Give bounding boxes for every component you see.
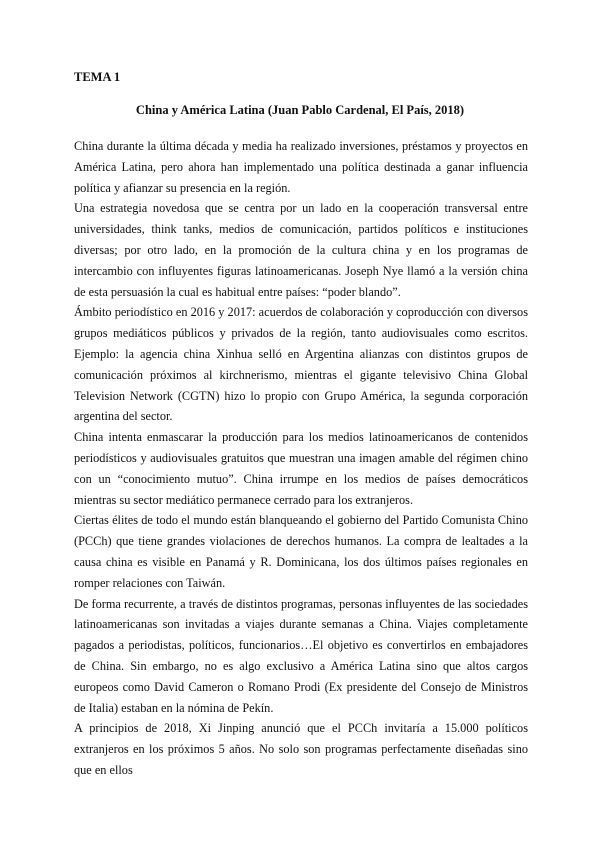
paragraph: Una estrategia novedosa que se centra por un lado en la cooperación transversal entre universidades, think tanks, medios de comunicación, partidos políticos e instituciones diversas; por otro lado, en la promoción de la cultura china y en los programas de intercambio con influyentes figuras latinoamericanas. Joseph Nye llamó a la versión china de esta persuasión la cual es habitual entre países: “poder blando”.	[74, 201, 528, 299]
paragraph: Ámbito periodístico en 2016 y 2017: acuerdos de colaboración y coproducción con diversos grupos mediáticos públicos y privados de la región, tanto audiovisuales como escritos. Ejemplo: la agencia china Xinhua selló en Argentina alianzas con distintos grupos de comunicación próximos al kirchnerismo, mientras el gigante televisivo China Global Television Network (CGTN) hizo lo propio con Grupo América, la segunda corporación argentina del sector.	[74, 305, 528, 424]
paragraph: China durante la última década y media ha realizado inversiones, préstamos y proyectos en América Latina, pero ahora han implementado una política destinada a ganar influencia política y afianzar su presencia en la región.	[74, 139, 528, 195]
paragraph: De forma recurrente, a través de distintos programas, personas influyentes de las sociedades latinoamericanas son invitadas a viajes durante semanas a China. Viajes completamente pagados a periodistas, políticos, funcionarios…El objetivo es convertirlos en embajadores de China. Sin embargo, no es algo exclusivo a América Latina sino que altos cargos europeos como David Cameron o Romano Prodi (Ex presidente del Consejo de Ministros de Italia) estaban en la nómina de Pekín.	[74, 596, 528, 715]
paragraph: A principios de 2018, Xi Jinping anunció que el PCCh invitaría a 15.000 políticos extranjeros en los próximos 5 años. No solo son programas perfectamente diseñadas sino que en ellos	[74, 721, 528, 777]
article-title: China y América Latina (Juan Pablo Cardenal, El País, 2018)	[135, 103, 465, 117]
paragraph: China intenta enmascarar la producción para los medios latinoamericanos de contenidos periodísticos y audiovisuales gratuitos que muestran una imagen amable del régimen chino con un “conocimiento mutuo”. China irrumpe en los medios de países democráticos mientras su sector mediático permanece cerrado para los extranjeros.	[74, 430, 528, 507]
section-heading: TEMA 1	[74, 70, 121, 84]
article-body	[74, 136, 528, 781]
paragraph: Ciertas élites de todo el mundo están blanqueando el gobierno del Partido Comunista Chino (PCCh) que tiene grandes violaciones de derechos humanos. La compra de lealtades a la causa china es visible en Panamá y R. Dominicana, los dos últimos países regionales en romper relaciones con Taiwán.	[74, 513, 528, 590]
